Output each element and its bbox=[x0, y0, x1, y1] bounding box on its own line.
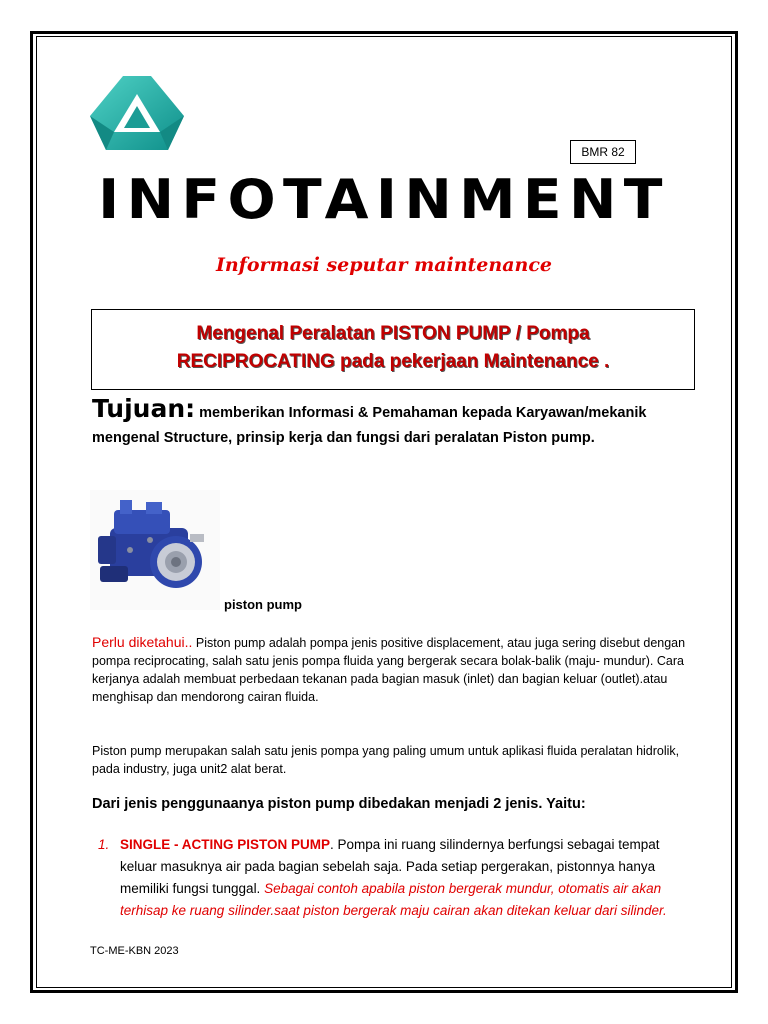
purpose-label: Tujuan: bbox=[92, 394, 196, 423]
info-paragraph bbox=[92, 633, 692, 706]
topic-line-1: Mengenal Peralatan PISTON PUMP / Pompa bbox=[196, 323, 590, 344]
image-caption: piston pump bbox=[224, 597, 302, 612]
document-code: BMR 82 bbox=[570, 140, 636, 164]
list-item-example: Sebagai contoh apabila piston bergerak mundur, otomatis air akan terhisap ke ruang silinder.saat piston bergerak maju cairan akan ditekan keluar dari silinder. bbox=[120, 881, 667, 918]
list-item-text: . Pompa ini ruang silindernya berfungsi sebagai tempat keluar masuknya air pada bagian sebelah saja. Pada setiap pergerakan, pistonnya hanya memiliki fungsi tunggal. bbox=[120, 837, 660, 896]
list-item bbox=[98, 834, 694, 922]
topic-line-2: RECIPROCATING pada pekerjaan Maintenance . bbox=[176, 351, 610, 372]
piston-pump-image-icon bbox=[90, 490, 220, 610]
purpose-section bbox=[92, 396, 692, 451]
triangle-logo-icon bbox=[90, 76, 184, 150]
info-label: Perlu diketahui.. bbox=[92, 634, 193, 650]
types-heading: Dari jenis penggunaanya piston pump dibedakan menjadi 2 jenis. Yaitu: bbox=[92, 796, 586, 812]
topic-box bbox=[91, 309, 695, 390]
paragraph-2: Piston pump merupakan salah satu jenis pompa yang paling umum untuk aplikasi fluida peralatan hidrolik, pada industry, juga unit2 alat berat. bbox=[92, 744, 680, 776]
purpose-text: memberikan Informasi & Pemahaman kepada Karyawan/mekanik mengenal Structure, prinsip kerja dan fungsi dari peralatan Piston pump. bbox=[92, 405, 647, 446]
footer-code: TC-ME-KBN 2023 bbox=[90, 945, 179, 957]
list-item-heading: SINGLE - ACTING PISTON PUMP bbox=[120, 837, 331, 852]
page-subtitle: Informasi seputar maintenance bbox=[215, 254, 552, 276]
page-title: INFOTAINMENT bbox=[98, 168, 670, 231]
list-item-body bbox=[120, 834, 694, 922]
info-text: Piston pump adalah pompa jenis positive displacement, atau juga sering disebut dengan pompa reciprocating, salah satu jenis pompa fluida yang bergerak secara bolak-balik (maju- mundur). Cara kerjanya adalah membuat perbedaan tekanan pada bagian masuk (inlet) dan bagian keluar (outlet).atau menghisap dan mendorong cairan fluida. bbox=[92, 636, 686, 704]
list-item-number: 1. bbox=[98, 837, 110, 852]
